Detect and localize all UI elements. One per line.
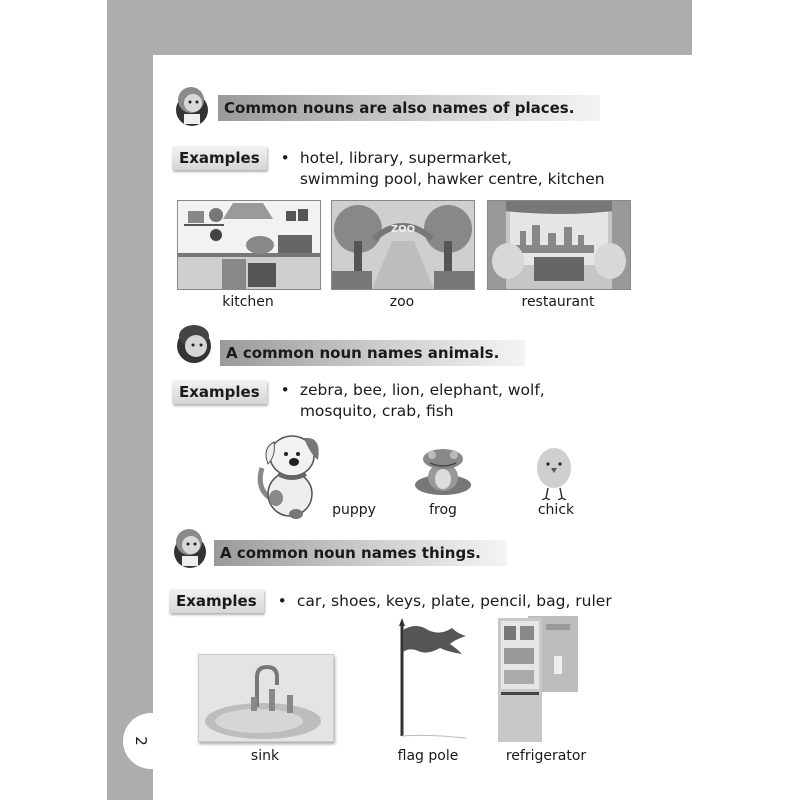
girl-avatar-icon	[170, 526, 210, 570]
bullet: •	[280, 381, 290, 399]
bullet: •	[280, 149, 290, 167]
caption-restaurant: restaurant	[521, 294, 595, 310]
flag-pole-illustration	[396, 618, 470, 740]
bullet: •	[277, 592, 287, 610]
heading-text: A common noun names things.	[214, 540, 507, 566]
examples-row-animals	[172, 380, 545, 422]
section-heading-animals	[220, 339, 525, 367]
boy-avatar-icon	[174, 322, 214, 366]
caption-flag-pole: flag pole	[397, 748, 459, 764]
example-line: mosquito, crab, fish	[299, 402, 454, 420]
examples-label: Examples	[172, 380, 267, 404]
example-line: zebra, bee, lion, elephant, wolf,	[299, 381, 545, 399]
caption-chick: chick	[537, 502, 575, 518]
chick-illustration	[534, 446, 574, 500]
examples-row-places	[172, 146, 605, 190]
zoo-sign-text: ZOO	[390, 224, 416, 235]
caption-refrigerator: refrigerator	[505, 748, 587, 764]
page-frame-left	[107, 0, 153, 800]
caption-sink: sink	[250, 748, 280, 764]
caption-frog: frog	[429, 502, 457, 518]
examples-row-things	[169, 589, 612, 613]
puppy-illustration	[256, 428, 326, 520]
example-line: hotel, library, supermarket,	[299, 149, 512, 167]
zoo-illustration	[331, 200, 475, 290]
example-line: swimming pool, hawker centre, kitchen	[299, 170, 605, 188]
girl-avatar-icon	[172, 84, 212, 128]
example-line: car, shoes, keys, plate, pencil, bag, ruler	[296, 592, 612, 610]
frog-illustration	[410, 447, 476, 499]
heading-text: A common noun names animals.	[220, 340, 525, 366]
caption-zoo: zoo	[389, 294, 415, 310]
examples-label: Examples	[169, 589, 264, 613]
heading-text: Common nouns are also names of places.	[218, 95, 600, 121]
page-number: 2	[132, 736, 150, 746]
page-frame-top	[107, 0, 692, 55]
examples-label: Examples	[172, 146, 267, 170]
sink-photo	[198, 654, 334, 742]
restaurant-illustration	[487, 200, 631, 290]
refrigerator-photo	[498, 616, 582, 744]
section-heading-things	[214, 539, 507, 567]
caption-puppy: puppy	[332, 502, 376, 518]
kitchen-illustration	[177, 200, 321, 290]
section-heading-places	[218, 94, 600, 122]
caption-kitchen: kitchen	[222, 294, 274, 310]
